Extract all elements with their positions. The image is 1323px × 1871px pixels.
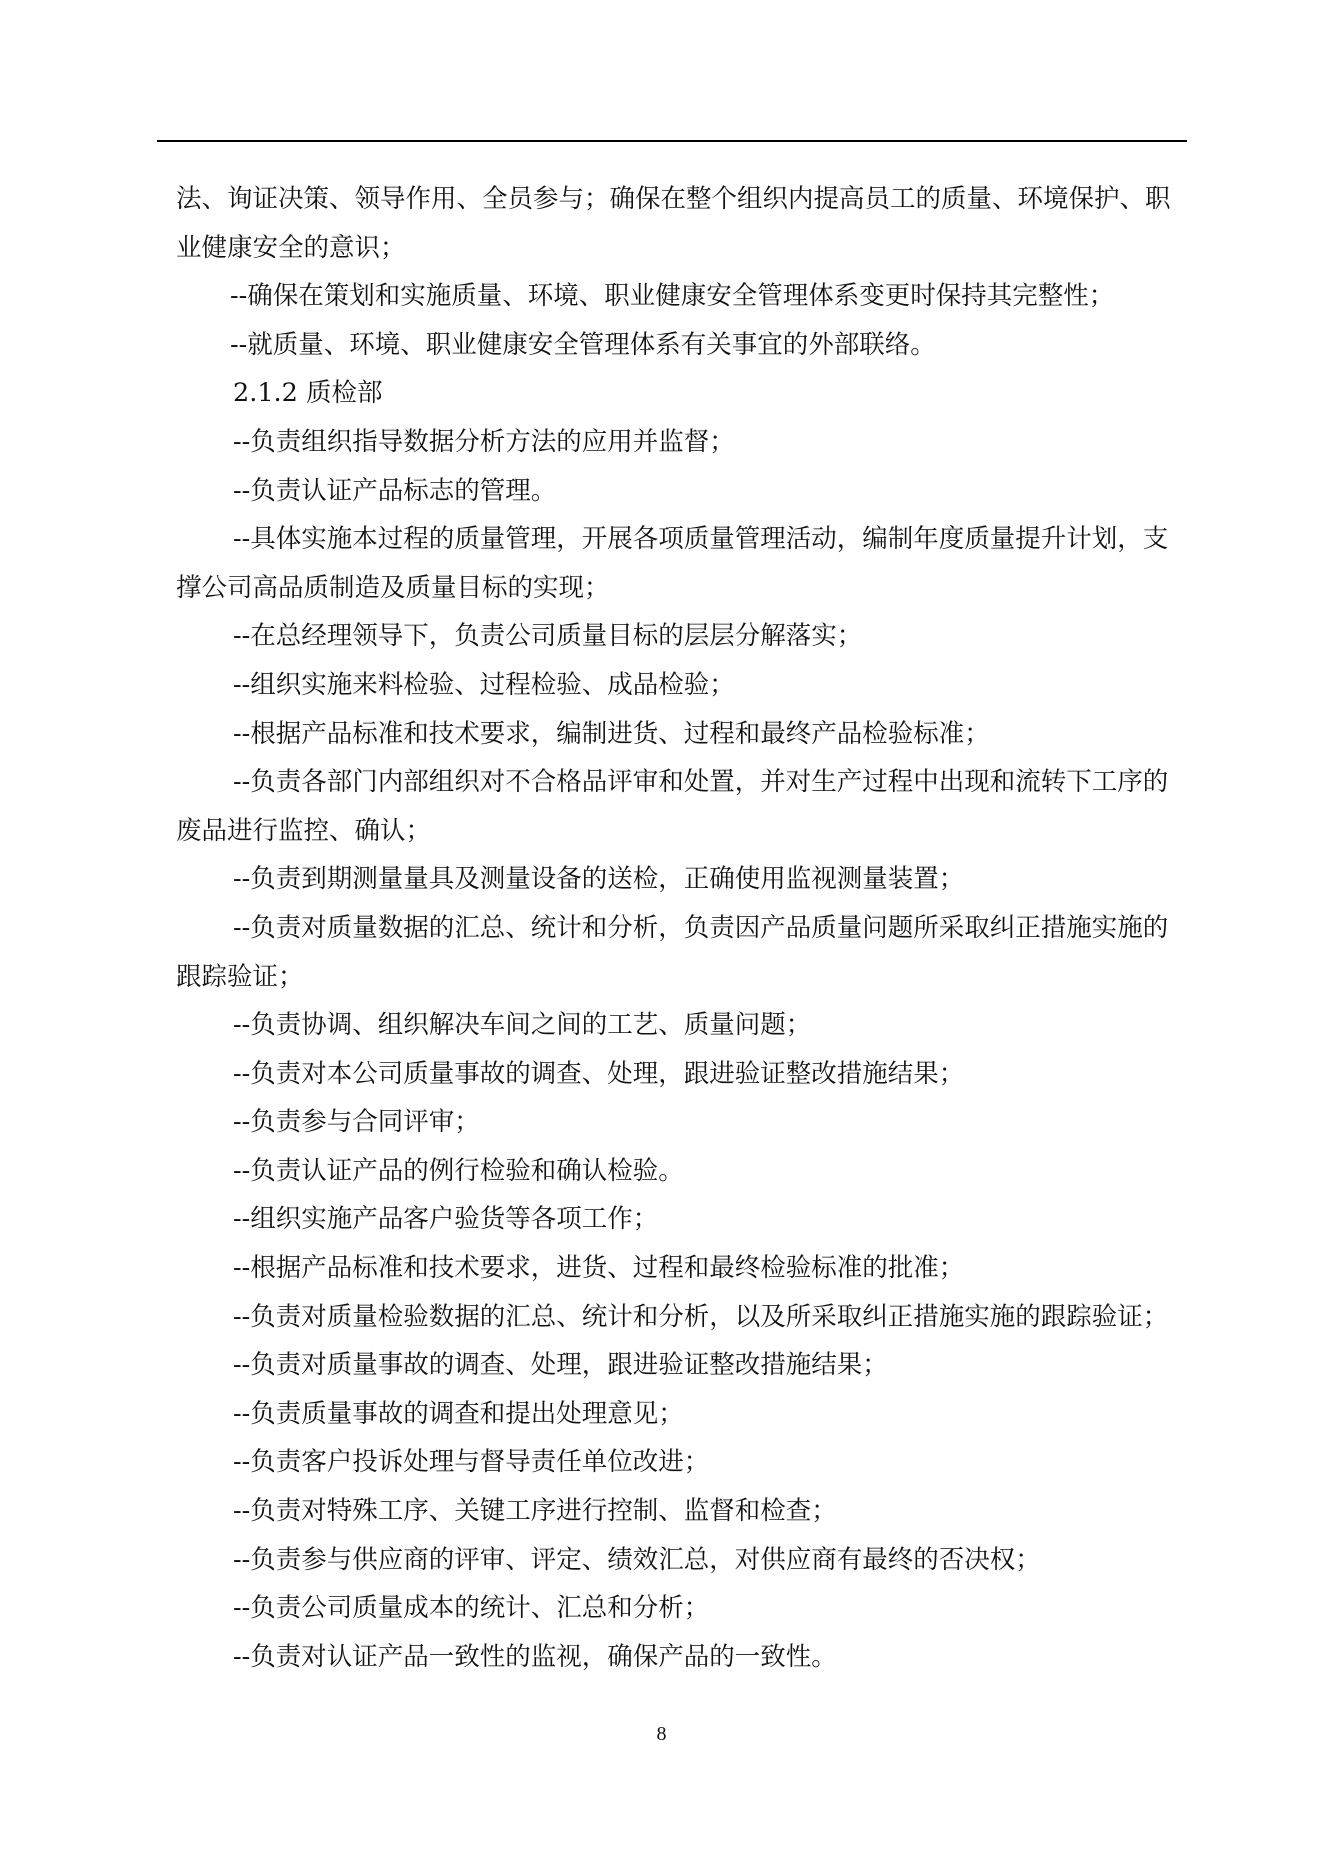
document-body xyxy=(176,175,1186,1681)
paragraph: --就质量、环境、职业健康安全管理体系有关事宜的外部联络。 xyxy=(230,329,936,360)
list-item: --在总经理领导下，负责公司质量目标的层层分解落实； xyxy=(233,621,863,652)
list-item: --负责组织指导数据分析方法的应用并监督； xyxy=(233,426,735,457)
list-item: --具体实施本过程的质量管理，开展各项质量管理活动，编制年度质量提升计划，支撑公司高品质制造及质量目标的实现； xyxy=(176,524,1169,603)
paragraph: --确保在策划和实施质量、环境、职业健康安全管理体系变更时保持其完整性； xyxy=(230,281,1115,312)
list-item: --负责对特殊工序、关键工序进行控制、监督和检查； xyxy=(233,1496,837,1527)
list-item: --负责到期测量量具及测量设备的送检，正确使用监视测量装置； xyxy=(233,864,965,895)
list-item: --组织实施产品客户验货等各项工作； xyxy=(233,1204,659,1235)
list-item: --负责各部门内部组织对不合格品评审和处置，并对生产过程中出现和流转下工序的废品进行监控、确认； xyxy=(176,767,1169,846)
list-item: --负责对质量数据的汇总、统计和分析，负责因产品质量问题所采取纠正措施实施的跟踪验证； xyxy=(176,912,1169,992)
header-rule xyxy=(157,140,1187,142)
list-item: --负责公司质量成本的统计、汇总和分析； xyxy=(233,1593,710,1624)
list-item: --负责对认证产品一致性的监视，确保产品的一致性。 xyxy=(233,1641,837,1672)
list-item: --负责对质量事故的调查、处理，跟进验证整改措施结果； xyxy=(233,1350,888,1381)
section-heading: 2.1.2 质检部 xyxy=(233,378,383,409)
list-item: --负责客户投诉处理与督导责任单位改进； xyxy=(233,1447,710,1478)
list-item: --负责认证产品的例行检验和确认检验。 xyxy=(233,1155,684,1186)
list-item: --负责参与合同评审； xyxy=(233,1107,480,1138)
page-number: 8 xyxy=(656,1723,667,1745)
list-item: --负责协调、组织解决车间之间的工艺、质量问题； xyxy=(233,1010,812,1041)
list-item: --负责参与供应商的评审、评定、绩效汇总，对供应商有最终的否决权； xyxy=(233,1544,1041,1575)
list-item: --组织实施来料检验、过程检验、成品检验； xyxy=(233,669,735,700)
list-item: --根据产品标准和技术要求，编制进货、过程和最终产品检验标准； xyxy=(233,718,990,749)
list-item: --根据产品标准和技术要求，进货、过程和最终检验标准的批准； xyxy=(233,1253,965,1284)
list-item: --负责对质量检验数据的汇总、统计和分析，以及所采取纠正措施实施的跟踪验证； xyxy=(233,1301,1169,1332)
list-item: --负责质量事故的调查和提出处理意见； xyxy=(233,1398,684,1429)
paragraph: 法、询证决策、领导作用、全员参与；确保在整个组织内提高员工的质量、环境保护、职业健康安全的意识； xyxy=(176,184,1171,263)
list-item: --负责认证产品标志的管理。 xyxy=(233,475,557,506)
list-item: --负责对本公司质量事故的调查、处理，跟进验证整改措施结果； xyxy=(233,1058,965,1089)
